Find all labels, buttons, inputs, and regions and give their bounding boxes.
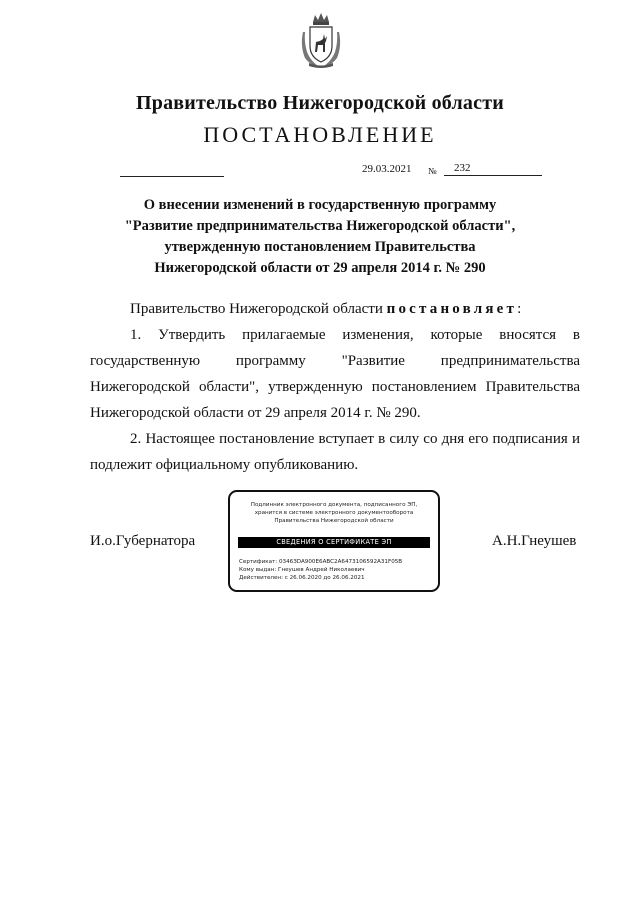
certificate-value: 0346ЗDA900E6ABC2A6473106592A31F05B [278,559,403,565]
subject-line: О внесении изменений в государственную программу [143,197,497,213]
intro-suffix: : [517,301,522,317]
issued-to-row [239,566,402,574]
number-sign: № [428,166,437,176]
paragraph-1: 1. Утвердить прилагаемые изменения, которые вносятся в государственную программу "Развитие предпринимательства Нижегородской области", утвержденную постановлением Правительства Нижегородской области от 29 апреля 2014 г. № 290. [90,327,580,421]
issued-to-value: Гнеушев Андрей Николаевич [278,567,365,573]
document-type: ПОСТАНОВЛЕНИЕ [203,122,437,147]
stamp-banner: СВЕДЕНИЯ О СЕРТИФИКАТЕ ЭП [238,537,430,548]
certificate-row [239,558,402,566]
valid-label: Действителен: [239,575,283,581]
stamp-header-line: Правительства Нижегородской области [274,518,394,524]
signer-title: И.о.Губернатора [90,533,196,549]
stamp-certificate-info [239,558,402,582]
subject-line: утвержденную постановлением Правительства [164,239,476,255]
valid-value: с 26.06.2020 до 26.06.2021 [284,575,365,581]
signer-name: А.Н.Гнеушев [492,533,577,549]
coat-of-arms-icon [299,12,343,70]
stamp-header-line: хранится в системе электронного документооборота [254,510,414,516]
document-date: 29.03.2021 [362,163,412,175]
document-subject [0,195,640,279]
paragraph-2: 2. Настоящее постановление вступает в силу со дня его подписания и подлежит официальному опубликованию. [90,431,580,473]
document-number: 232 [444,162,542,176]
government-title: Правительство Нижегородской области [136,92,504,114]
intro-prefix: Правительство Нижегородской области [130,301,387,317]
subject-line: Нижегородской области от 29 апреля 2014 г. № 290 [154,260,486,276]
intro-paragraph [90,296,580,322]
stamp-header-line: Подлинник электронного документа, подписанного ЭП, [250,502,418,508]
e-signature-stamp [228,490,440,592]
stamp-header [230,501,438,525]
blank-date-line [120,176,224,177]
issued-to-label: Кому выдан: [239,567,277,573]
intro-resolves: постановляет [386,301,518,317]
subject-line: "Развитие предпринимательства Нижегородской области", [124,218,516,234]
valid-row [239,574,402,582]
certificate-label: Сертификат: [239,559,278,565]
